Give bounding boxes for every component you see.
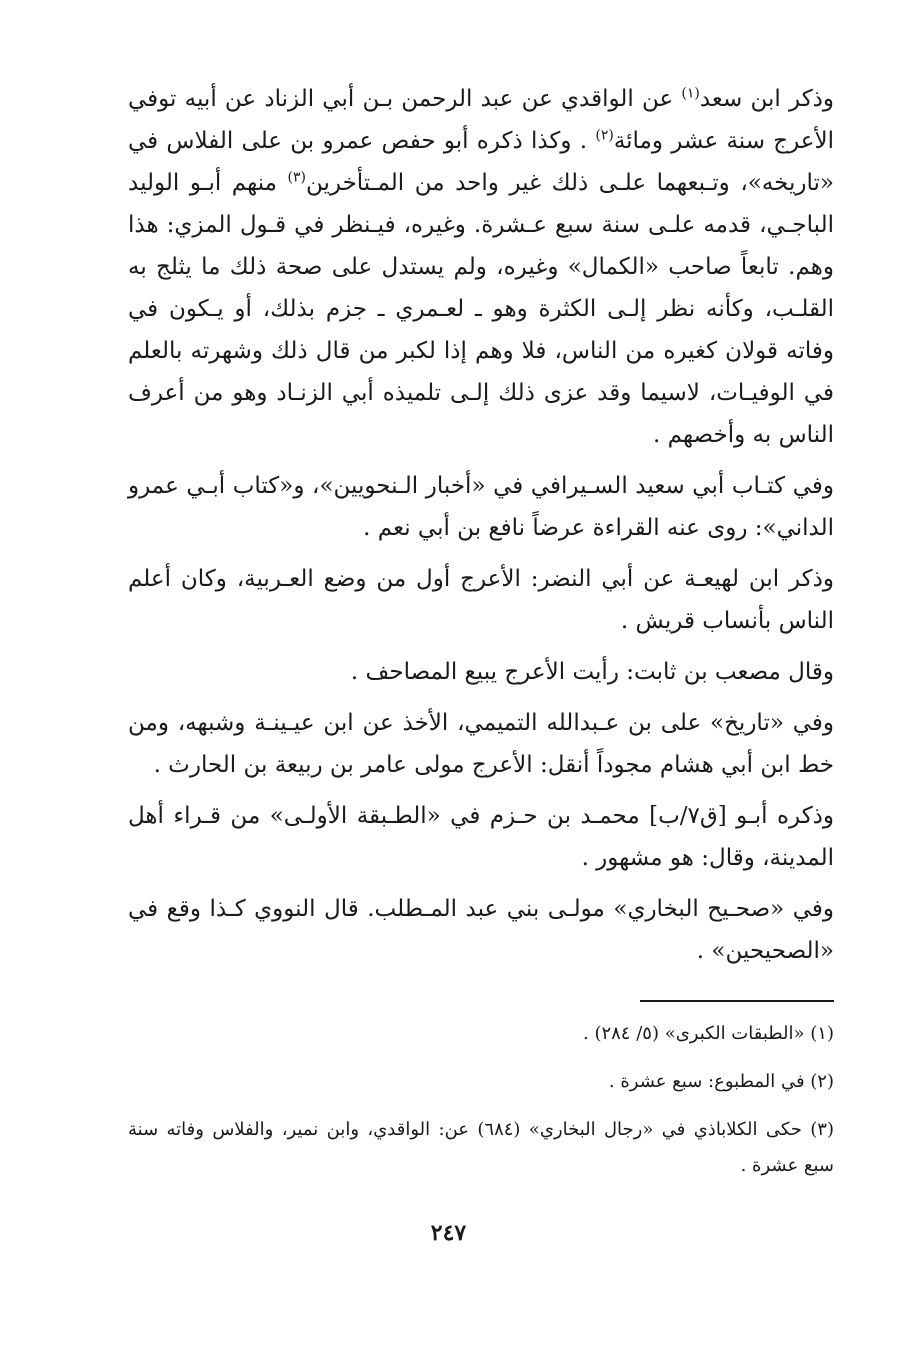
paragraph-1-text-b: عن الواقدي عن عبد الرحمن بـن أبي الزناد عن أبيه توفي الأعرج سنة عشر ومائة <box>128 86 835 154</box>
paragraph-1-text-c: . وكذا ذكره أبو حفص عمرو بن على الفلاس في «تاريخه»، وتـبعهما علـى ذلك غير واحد من المـتأخرين <box>128 128 834 196</box>
footnote-separator <box>640 1000 834 1002</box>
page-number: ٢٤٧ <box>430 1220 467 1246</box>
page-body <box>128 78 834 981</box>
paragraph-4: وقال مصعب بن ثابت: رأيت الأعرج يبيع المصاحف . <box>350 659 834 685</box>
paragraph-1 <box>128 78 834 456</box>
footnotes <box>128 1016 834 1196</box>
footnote-ref-2: (٢) <box>595 127 614 144</box>
footnote-3: (٣) حكى الكلاباذي في «رجال البخاري» (٦٨٤) عن: الواقدي، وابن نمير، والفلاس وفاته سنة سبع عشرة . <box>128 1119 834 1176</box>
paragraph-6: وذكره أبـو [ق٧/ب] محمـد بن حـزم في «الطـبقة الأولـى» من قـراء أهل المدينة، وقال: هو مشهور . <box>128 803 834 871</box>
paragraph-3: وذكر ابن لهيعـة عن أبي النضر: الأعرج أول من وضع العـربية، وكان أعلم الناس بأنساب قريش . <box>128 566 834 634</box>
footnote-ref-3: (٣) <box>287 169 306 186</box>
paragraph-1-text-a: وذكر ابن سعد <box>699 86 834 112</box>
paragraph-1-text-d: منهم أبـو الوليد الباجـي، قدمه علـى سنة سبع عـشرة. وغيره، فيـنظر في قـول المزي: هذا وهم. تابعاً صاحب «الكمال» وغيره، ولم يستدل على صحة ذلك ما يثلج به القلـب، وكأنه نظر إلـى الكثرة وهو ـ لعـمري ـ جزم بذلك، أو يـكون في وفاته قولان كغيره من الناس، فلا وهم إذا لكبر من قال ذلك وشهرته بالعلم في الوفيـات، لاسيما وقد عزى ذلك إلـى تلميذه أبي الزنـاد وهو من أعرف الناس به وأخصهم . <box>128 170 834 448</box>
footnote-2: (٢) في المطبوع: سبع عشرة . <box>608 1071 834 1092</box>
footnote-1: (١) «الطبقات الكبرى» (٥/ ٢٨٤) . <box>583 1023 834 1044</box>
paragraph-7: وفي «صحـيح البخاري» مولـى بني عبد المـطلب. قال النووي كـذا وقع في «الصحيحين» . <box>128 896 834 964</box>
footnote-ref-1: (١) <box>681 85 700 102</box>
paragraph-5: وفي «تاريخ» على بن عـبدالله التميمي، الأخذ عن ابن عيـينـة وشبهه، ومن خط ابن أبي هشام مجوداً أنقل: الأعرج مولى عامر بن ربيعة بن الحارث . <box>128 710 834 778</box>
paragraph-2: وفي كتـاب أبي سعيد السـيرافي في «أخبار الـنحويين»، و«كتاب أبـي عمرو الداني»: روى عنه القراءة عرضاً نافع بن أبي نعم . <box>128 473 834 541</box>
